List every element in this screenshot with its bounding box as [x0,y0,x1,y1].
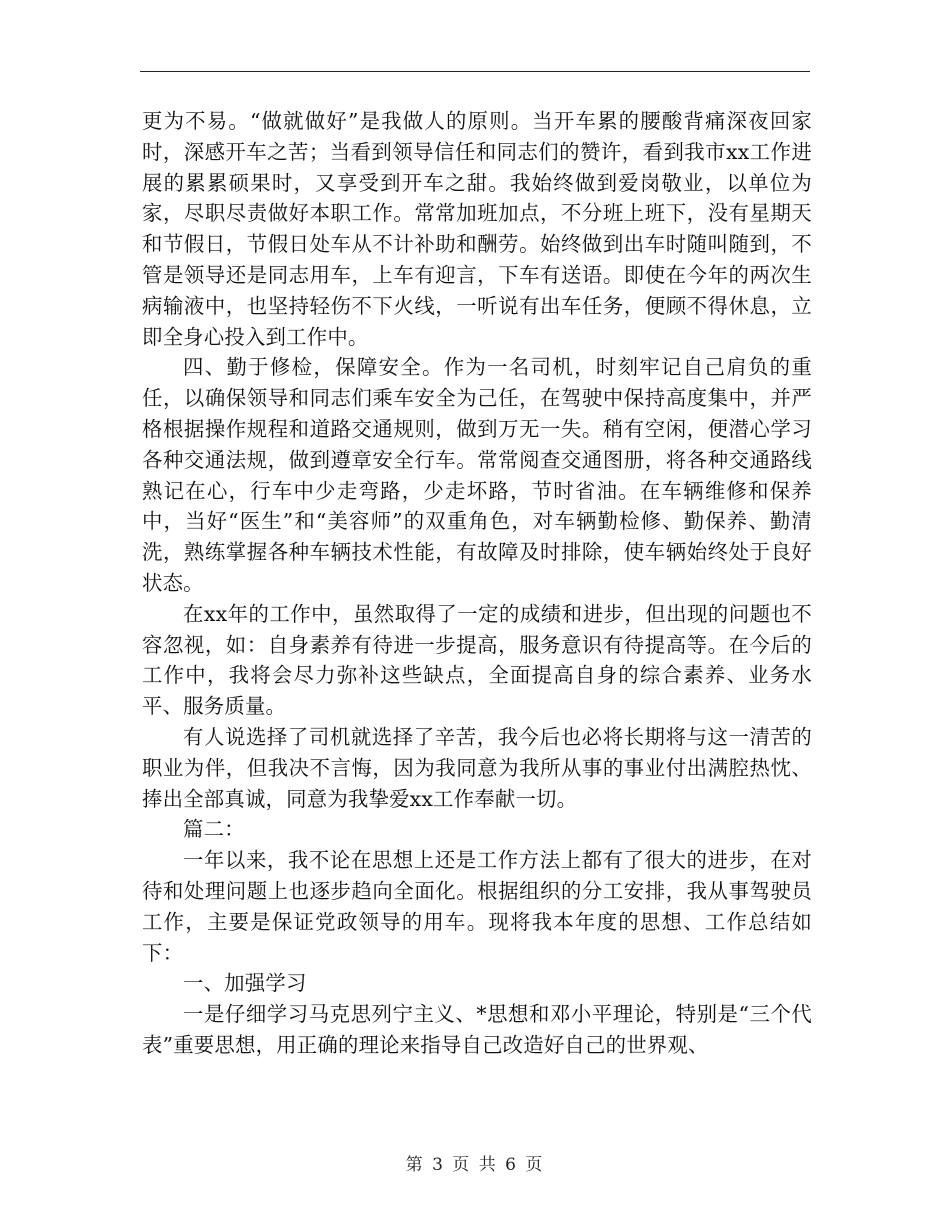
section-heading-study: 一、加强学习 [183,971,307,996]
paragraph-continued: 更为不易。“做就做好”是我做人的原则。当开车累的腰酸背痛深夜回家时，深感开车之苦；当看到领导信任和同志们的赞许，看到我市xx工作进展的累累硕果时，又享受到开车之甜。我始终做到爱岗敬业，以单位为家，尽职尽责做好本职工作。常常加班加点，不分班上班下，没有星期天和节假日，节假日处车从不计补助和酬劳。始终做到出车时随叫随到，不管是领导还是同志用车，上车有迎言，下车有送语。即使在今年的两次生病输液中，也坚持轻伤不下火线，一听说有出车任务，便顾不得休息，立即全身心投入到工作中。 [142,109,812,349]
document-body [142,106,812,1061]
paragraph-commitment: 有人说选择了司机就选择了辛苦，我今后也必将长期将与这一清苦的职业为伴，但我决不言悔，因为我同意为我所从事的事业付出满腔热忱、捧出全部真诚，同意为我挚爱xx工作奉献一切。 [142,724,812,811]
page-number: 第 3 页 共 6 页 [405,1155,545,1175]
paragraph-year-summary: 一年以来，我不论在思想上还是工作方法上都有了很大的进步，在对待和处理问题上也逐步趋向全面化。根据组织的分工安排，我从事驾驶员工作，主要是保证党政领导的用车。现将我本年度的思想、工作总结如下： [142,848,812,965]
paragraph-theory-study: 一是仔细学习马克思列宁主义、*思想和邓小平理论，特别是“三个代表”重要思想，用正确的理论来指导自己改造好自己的世界观、 [142,1002,812,1057]
paragraph-problems: 在xx年的工作中，虽然取得了一定的成绩和进步，但出现的问题也不容忽视，如：自身素养有待进一步提高，服务意识有待提高等。在今后的工作中，我将会尽力弥补这些缺点，全面提高自身的综合素养、业务水平、服务质量。 [142,601,812,719]
paragraph-maintenance-safety: 四、勤于修检，保障安全。作为一名司机，时刻牢记自己肩负的重任，以确保领导和同志们乘车安全为己任，在驾驶中保持高度集中，并严格根据操作规程和道路交通规则，做到万无一失。稍有空闲，便潜心学习各种交通法规，做到遵章安全行车。常常阅查交通图册，将各种交通路线熟记在心，行车中少走弯路，少走坏路，节时省油。在车辆维修和保养中，当好“医生”和“美容师”的双重角色，对车辆勤检修、勤保养、勤清洗，熟练掌握各种车辆技术性能，有故障及时排除，使车辆始终处于良好状态。 [142,355,812,595]
header-rule [140,71,810,72]
section-heading-part-two: 篇二： [183,817,245,842]
